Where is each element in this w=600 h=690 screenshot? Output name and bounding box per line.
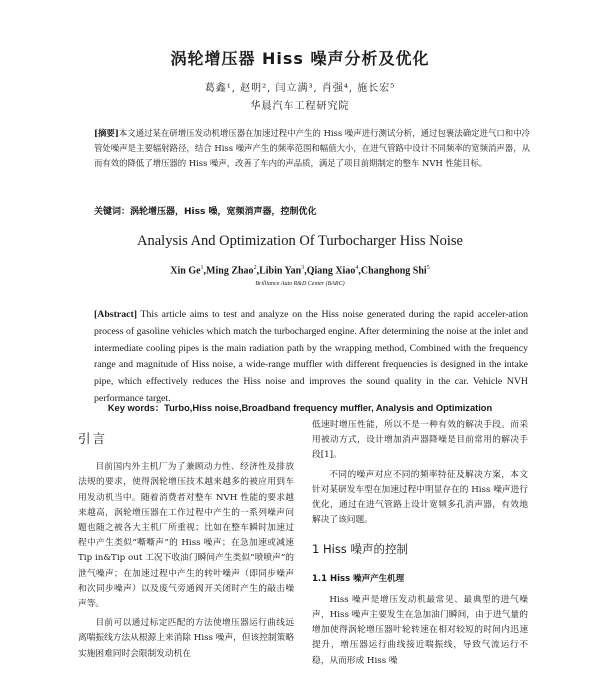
author-name: Libin Yan — [259, 265, 302, 277]
author-name: Qiang Xiao — [306, 265, 356, 277]
chinese-affiliation: 华晨汽车工程研究院 — [250, 101, 350, 112]
chinese-authors: 葛鑫¹, 赵明², 闫立满³, 肖强⁴, 施长宏⁵ — [204, 83, 396, 94]
intro-paragraph-2-continued: 低速时增压性能，所以不是一种有效的解决手段。而采用被动方式，设计增加消声器降噪是目前常用的解决手段[1]。 — [312, 420, 528, 461]
author-name: Xin Ge — [170, 265, 201, 277]
english-keywords: Key words：Turbo,Hiss noise,Broadband frequency muffler, Analysis and Optimization — [107, 403, 493, 413]
author-sup: 1 — [200, 265, 204, 271]
english-title: Analysis And Optimization Of Turbocharger Hiss Noise — [137, 233, 463, 249]
left-column — [78, 431, 294, 666]
chinese-abstract-label: [摘要] — [94, 128, 119, 138]
author-sup: 4 — [355, 265, 359, 271]
intro-paragraph-2: 目前可以通过标定匹配的方法使增压器运行曲线远离喘振线方法从根源上来消除 Hiss 噪声，但该控制策略实施困难同时会限制发动机在 — [78, 618, 294, 659]
english-abstract-label: [Abstract] — [94, 309, 137, 320]
right-column — [312, 418, 528, 673]
chinese-title: 涡轮增压器 Hiss 噪声分析及优化 — [170, 49, 430, 68]
chinese-abstract-text: 本文通过某在研增压发动机增压器在加速过程中产生的 Hiss 噪声进行测试分析，通过包裹法确定进气口和中冷管处噪声是主要辐射路径，结合 Hiss 噪声产生的频率范围和幅值大小，在进气管路中设计不同频率的宽频消声器，从而有效的降低了增压器的 Hiss 噪声，改善了车内的声品质，满足了项目前期制定的整车 NVH 性能目标。 — [94, 128, 530, 168]
section-1-1-paragraph: Hiss 噪声是增压发动机最常见、最典型的进气噪声，Hiss 噪声主要发生在急加油门瞬间，由于进气量的增加使得涡轮增压器叶轮转速在相对较短的时间内迅速提升，增压器运行曲线接近喘振线，导致气流运行不稳，从而形成 Hiss 噪 — [312, 594, 528, 666]
author-name: Ming Zhao — [206, 265, 254, 277]
section-1-heading: 1 Hiss 噪声的控制 — [312, 542, 408, 557]
section-1-1-heading: 1.1 Hiss 噪声产生机理 — [312, 573, 405, 584]
author-sup: 5 — [426, 265, 430, 271]
author-sup: 2 — [253, 265, 257, 271]
chinese-abstract — [94, 126, 530, 171]
english-authors: Xin Ge$^1$,Ming Zhao$^2$,Libin Yan$^3$,Qiang Xiao$^4$,Changhong Shi$^5$ — [170, 265, 430, 277]
author-name: Changhong Shi — [360, 265, 427, 277]
author-sup: 3 — [301, 265, 305, 271]
english-abstract — [94, 307, 528, 408]
english-abstract-text: This article aims to test and analyze on the Hiss noise generated during the rapid acceler-ation process of gasoline vehicles which match the turbocharged engine. After determining the noise at the inlet and intermediate cooling pipes is the main radiation path by the wrapping method, Combined with the frequency range and magnitude of Hiss noise, a wide-range muffler with different frequencies is designed in the intake pipe, which effectively reduces the Hiss noise and improves the sound quality in the car. Vehicle NVH performance target. — [94, 309, 528, 404]
intro-heading: 引言 — [78, 431, 108, 446]
intro-paragraph-3: 不同的噪声对应不同的频率特征及解决方案，本文针对某研发车型在加速过程中明显存在的 Hiss 噪声进行优化，通过在进气管路上设计宽频多孔消声器，有效地解决了该问题。 — [312, 469, 528, 526]
intro-paragraph-1: 目前国内外主机厂为了兼顾动力性、经济性及排放法规的要求，使得涡轮增压技术越来越多的被应用到车用发动机当中。随着消费者对整车 NVH 性能的要求越来越高，涡轮增压器在工作过程中产生的一系列噪声问题也随之被各大主机厂所重视；比如在整车瞬时加速过程中产生类似“嘶嘶声”的 Hiss 噪声；在急加速或减速 Tip in&Tip out 工况下收油门瞬间产生类似“喷喷声”的泄气噪声；在加速过程中产生的转叶噪声（即同步噪声和次同步噪声）以及废气旁通阀开关闭时产生的敲击噪声等。 — [78, 462, 294, 610]
english-affiliation: Brilliance Auto R&D Center (BARC) — [255, 281, 345, 287]
chinese-keywords: 关键词：涡轮增压器，Hiss 噪，宽频消声器，控制优化 — [94, 207, 317, 217]
